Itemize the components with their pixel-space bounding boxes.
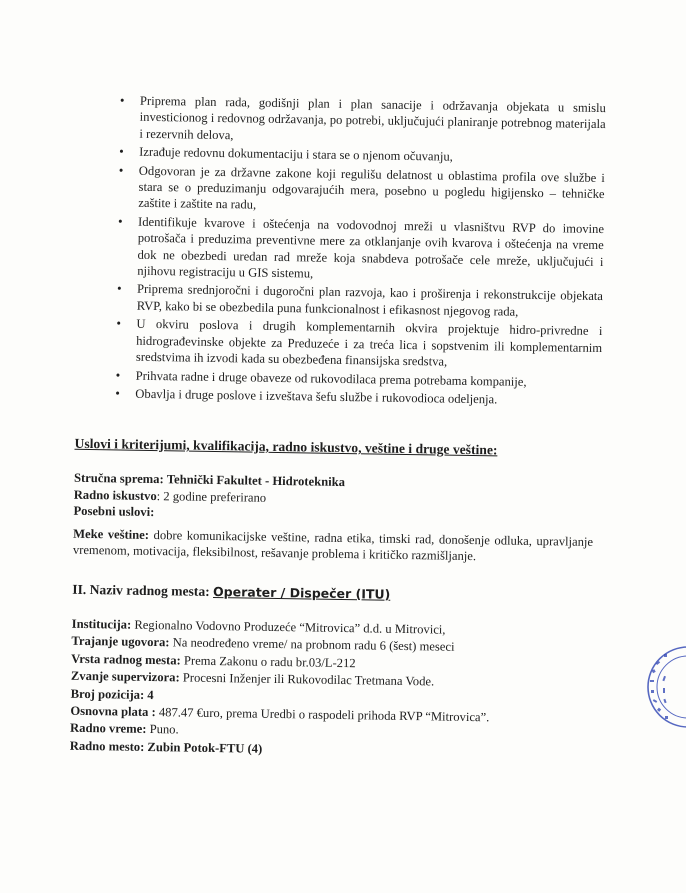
contract-label: Trajanje ugovora:	[71, 634, 170, 650]
contract-value: Na neodređeno vreme/ na probnom radu 6 (šest) meseci	[172, 635, 455, 655]
institution-label: Institucija:	[71, 616, 132, 632]
position-heading	[72, 582, 592, 607]
special-label: Posebni uslovi:	[73, 503, 155, 520]
positions-count-label: Broj pozicija:	[70, 686, 145, 702]
salary-label: Osnovna plata :	[70, 703, 156, 720]
experience-value: : 2 godine preferirano	[156, 488, 267, 505]
list-item: • Prihvata radne i druge obaveze od rukovodilaca prema potrebama kompanije,	[112, 367, 602, 391]
supervisor-label: Zvanje supervizora:	[70, 668, 180, 685]
soft-skills-label: Meke veštine:	[73, 526, 150, 542]
list-item: • Priprema srednjoročni i dugoročni plan razvoja, kao i proširenja i rekonstrukcije objekata RVP, kako bi se obezbedila puna funkcionalnost i efikasnost njegovog rada,	[113, 281, 603, 322]
criteria-heading: Uslovi i kriterijumi, kvalifikacija, radno iskustvo, veštine i druge veštine:	[74, 435, 498, 458]
soft-skills-value: dobre komunikacijske veštine, radna etika, timski rad, donošenje odluka, upravljanje vremenom, motivacija, fleksibilnost, rešavanje problema i kritičko razmišljanje.	[72, 527, 594, 564]
list-item: • Identifikuje kvarove i oštećenja na vodovodnoj mreži u vlasništvu RVP do imovine potrošača i preduzima preventivne mere za otklanjanje ovih kvarova i oštećenja na vreme dok ne obezbedi uredan rad mreže koja snabdeva potrošače cele mreže, uključujući i njihovu registraciju u GIS sistemu,	[113, 213, 604, 286]
workplace-value: : Zubin Potok-FTU (4)	[140, 739, 263, 756]
salary-value: 487.47 €uro, prema Uredbi o raspodeli prihoda RVP “Mitrovica”.	[158, 705, 490, 725]
experience-label: Radno iskustvo	[73, 487, 157, 503]
list-item: • Izrađuje redovnu dokumentaciju i stara se o njenom očuvanju,	[115, 144, 605, 168]
institution-value: Regionalno Vodovno Produzeće “Mitrovica” d.d. u Mitrovici,	[134, 617, 446, 637]
job-type-label: Vrsta radnog mesta:	[71, 651, 181, 668]
working-hours-value: Puno.	[149, 722, 179, 737]
list-item: • Obavlja i druge poslove i izveštava šefu službe i rukovodioca odeljenja.	[111, 385, 601, 409]
working-hours-label: Radno vreme:	[69, 721, 147, 737]
list-item: • U okviru poslova i drugih komplementarnih okvira projektuje hidro-privredne i hidrograđevinske objekte za Preduzeće i za treća lica i sopstvenim ili komplementarnim sredstvima ih izvodi kada su obezbeđena finansijska sredstva,	[112, 316, 603, 373]
criteria-block	[73, 470, 594, 567]
soft-skills-row	[73, 526, 593, 567]
workplace-label: Radno mesto	[69, 738, 141, 754]
supervisor-value: Procesni Inženjer ili Rukovodilac Tretmana Vode.	[182, 670, 435, 689]
positions-count-value: 4	[147, 687, 154, 702]
position-heading-title: Operater / Dispečer (ITU)	[213, 583, 391, 602]
company-stamp-icon	[644, 640, 686, 734]
list-item: • Priprema plan rada, godišnji plan i plan sanacije i održavanja objekata u smislu investicionog i redovnog održavanja, po potrebi, uključujući planiranje potrebnog materijala i rezervnih delova,	[115, 92, 606, 149]
job-type-value: Prema Zakonu o radu br.03/L-212	[183, 653, 356, 671]
education-label: Stručna sprema:	[73, 470, 164, 487]
education-value: Tehnički Fakultet - Hidroteknika	[166, 472, 346, 490]
position-heading-prefix: II. Naziv radnog mesta:	[72, 581, 210, 599]
duties-list	[111, 92, 606, 411]
position-details	[70, 616, 592, 763]
list-item: • Odgovoran je za državne zakone koji regulišu delatnost u oblastima profila ove službe i stara se o preduzimanju odgovarajućih mera, posebno u pogledu higijensko – tehničke zaštite i zaštite na radu,	[114, 162, 605, 219]
